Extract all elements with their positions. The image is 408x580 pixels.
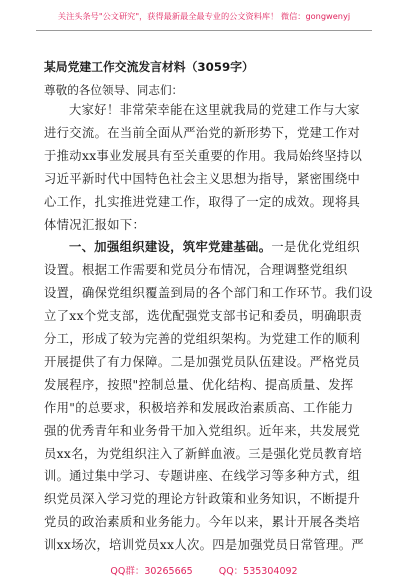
body-line-text: 设置，确保党组织覆盖到局的各个部门和工作环节。我们设 [44, 286, 373, 301]
body-line [69, 237, 360, 255]
body-line-text: 发展程序，按照"控制总量、优化结构、提高质量、发挥 [44, 377, 354, 392]
body-line-text: 于推动xx事业发展具有至关重要的作用。我局始终坚持以 [44, 148, 363, 163]
body-line-text: 大家好！非常荣幸能在这里就我局的党建工作与大家 [69, 103, 360, 117]
body-line [44, 535, 364, 553]
body-line-text: 员xx名，为党组织注入了新鲜血液。三是强化党员教育培 [44, 446, 363, 461]
body-line [44, 169, 360, 187]
body-line [44, 398, 354, 416]
footer-qq-group: QQ群：30265665 [110, 566, 193, 577]
body-line [44, 512, 360, 530]
body-line [44, 329, 360, 347]
body-line [69, 100, 360, 118]
body-line-text: 进行交流。在当前全面从严治党的新形势下，党建工作对 [44, 125, 361, 140]
body-line-text: 强的优秀青年和业务骨干加入党组织。近年来，共发展党 [44, 423, 361, 438]
body-line-text: 习近平新时代中国特色社会主义思想为指导，紧密围绕中 [44, 171, 361, 186]
header-promo-text: 关注头条号"公文研究"，获得最新最全最专业的公文资料库！ 微信：gongwenyj [57, 11, 351, 21]
body-line-text: 体情况汇报如下： [44, 217, 146, 232]
body-line [44, 260, 348, 278]
header-divider [36, 30, 372, 31]
body-line-text: 作用"的总要求，积极培养和发展政治素质高、工作能力 [44, 400, 354, 415]
body-line [44, 215, 145, 233]
body-line-text: 立了xx个党支部，选优配强党支部书记和委员，明确职责 [44, 309, 363, 324]
body-line-text: 训。通过集中学习、专题讲座、在线学习等多种方式，组 [44, 469, 361, 484]
body-line [44, 421, 360, 439]
salutation: 尊敬的各位领导、同志们： [44, 83, 184, 97]
body-line-text: 训xx场次，培训党员xx人次。四是加强党员日常管理。严 [44, 538, 365, 553]
body-line [44, 306, 362, 324]
body-line [44, 489, 360, 507]
body-line-text: 开展提供了有力保障。二是加强党员队伍建设。严格党员 [44, 354, 361, 369]
footer-contact [0, 563, 408, 577]
document-title: 某局党建工作交流发言材料（3059字） [44, 60, 254, 74]
body-line-text: 党员的政治素质和业务能力。今年以来，累计开展各类培 [44, 515, 361, 530]
body-line-text: 织党员深入学习党的理论方针政策和业务知识，不断提升 [44, 492, 361, 507]
body-line [44, 123, 360, 141]
body-line [44, 375, 354, 393]
body-line [44, 466, 360, 484]
body-line [44, 352, 360, 370]
body-line [44, 146, 362, 164]
body-line-text: 一是优化党组织 [271, 240, 360, 255]
body-line-text: 心工作，扎实推进党建工作，取得了一定的成效。现将具 [44, 194, 361, 209]
footer-qq: QQ：535304092 [218, 566, 298, 577]
body-line-text: 设置。根据工作需要和党员分布情况，合理调整党组织 [44, 263, 348, 278]
section-heading: 一、加强组织建设，筑牢党建基础。 [69, 240, 272, 255]
body-line [44, 444, 362, 462]
body-line [44, 283, 373, 301]
body-line-text: 分工，形成了较为完善的党组织架构。为党建工作的顺利 [44, 332, 361, 346]
body-line [44, 192, 360, 210]
